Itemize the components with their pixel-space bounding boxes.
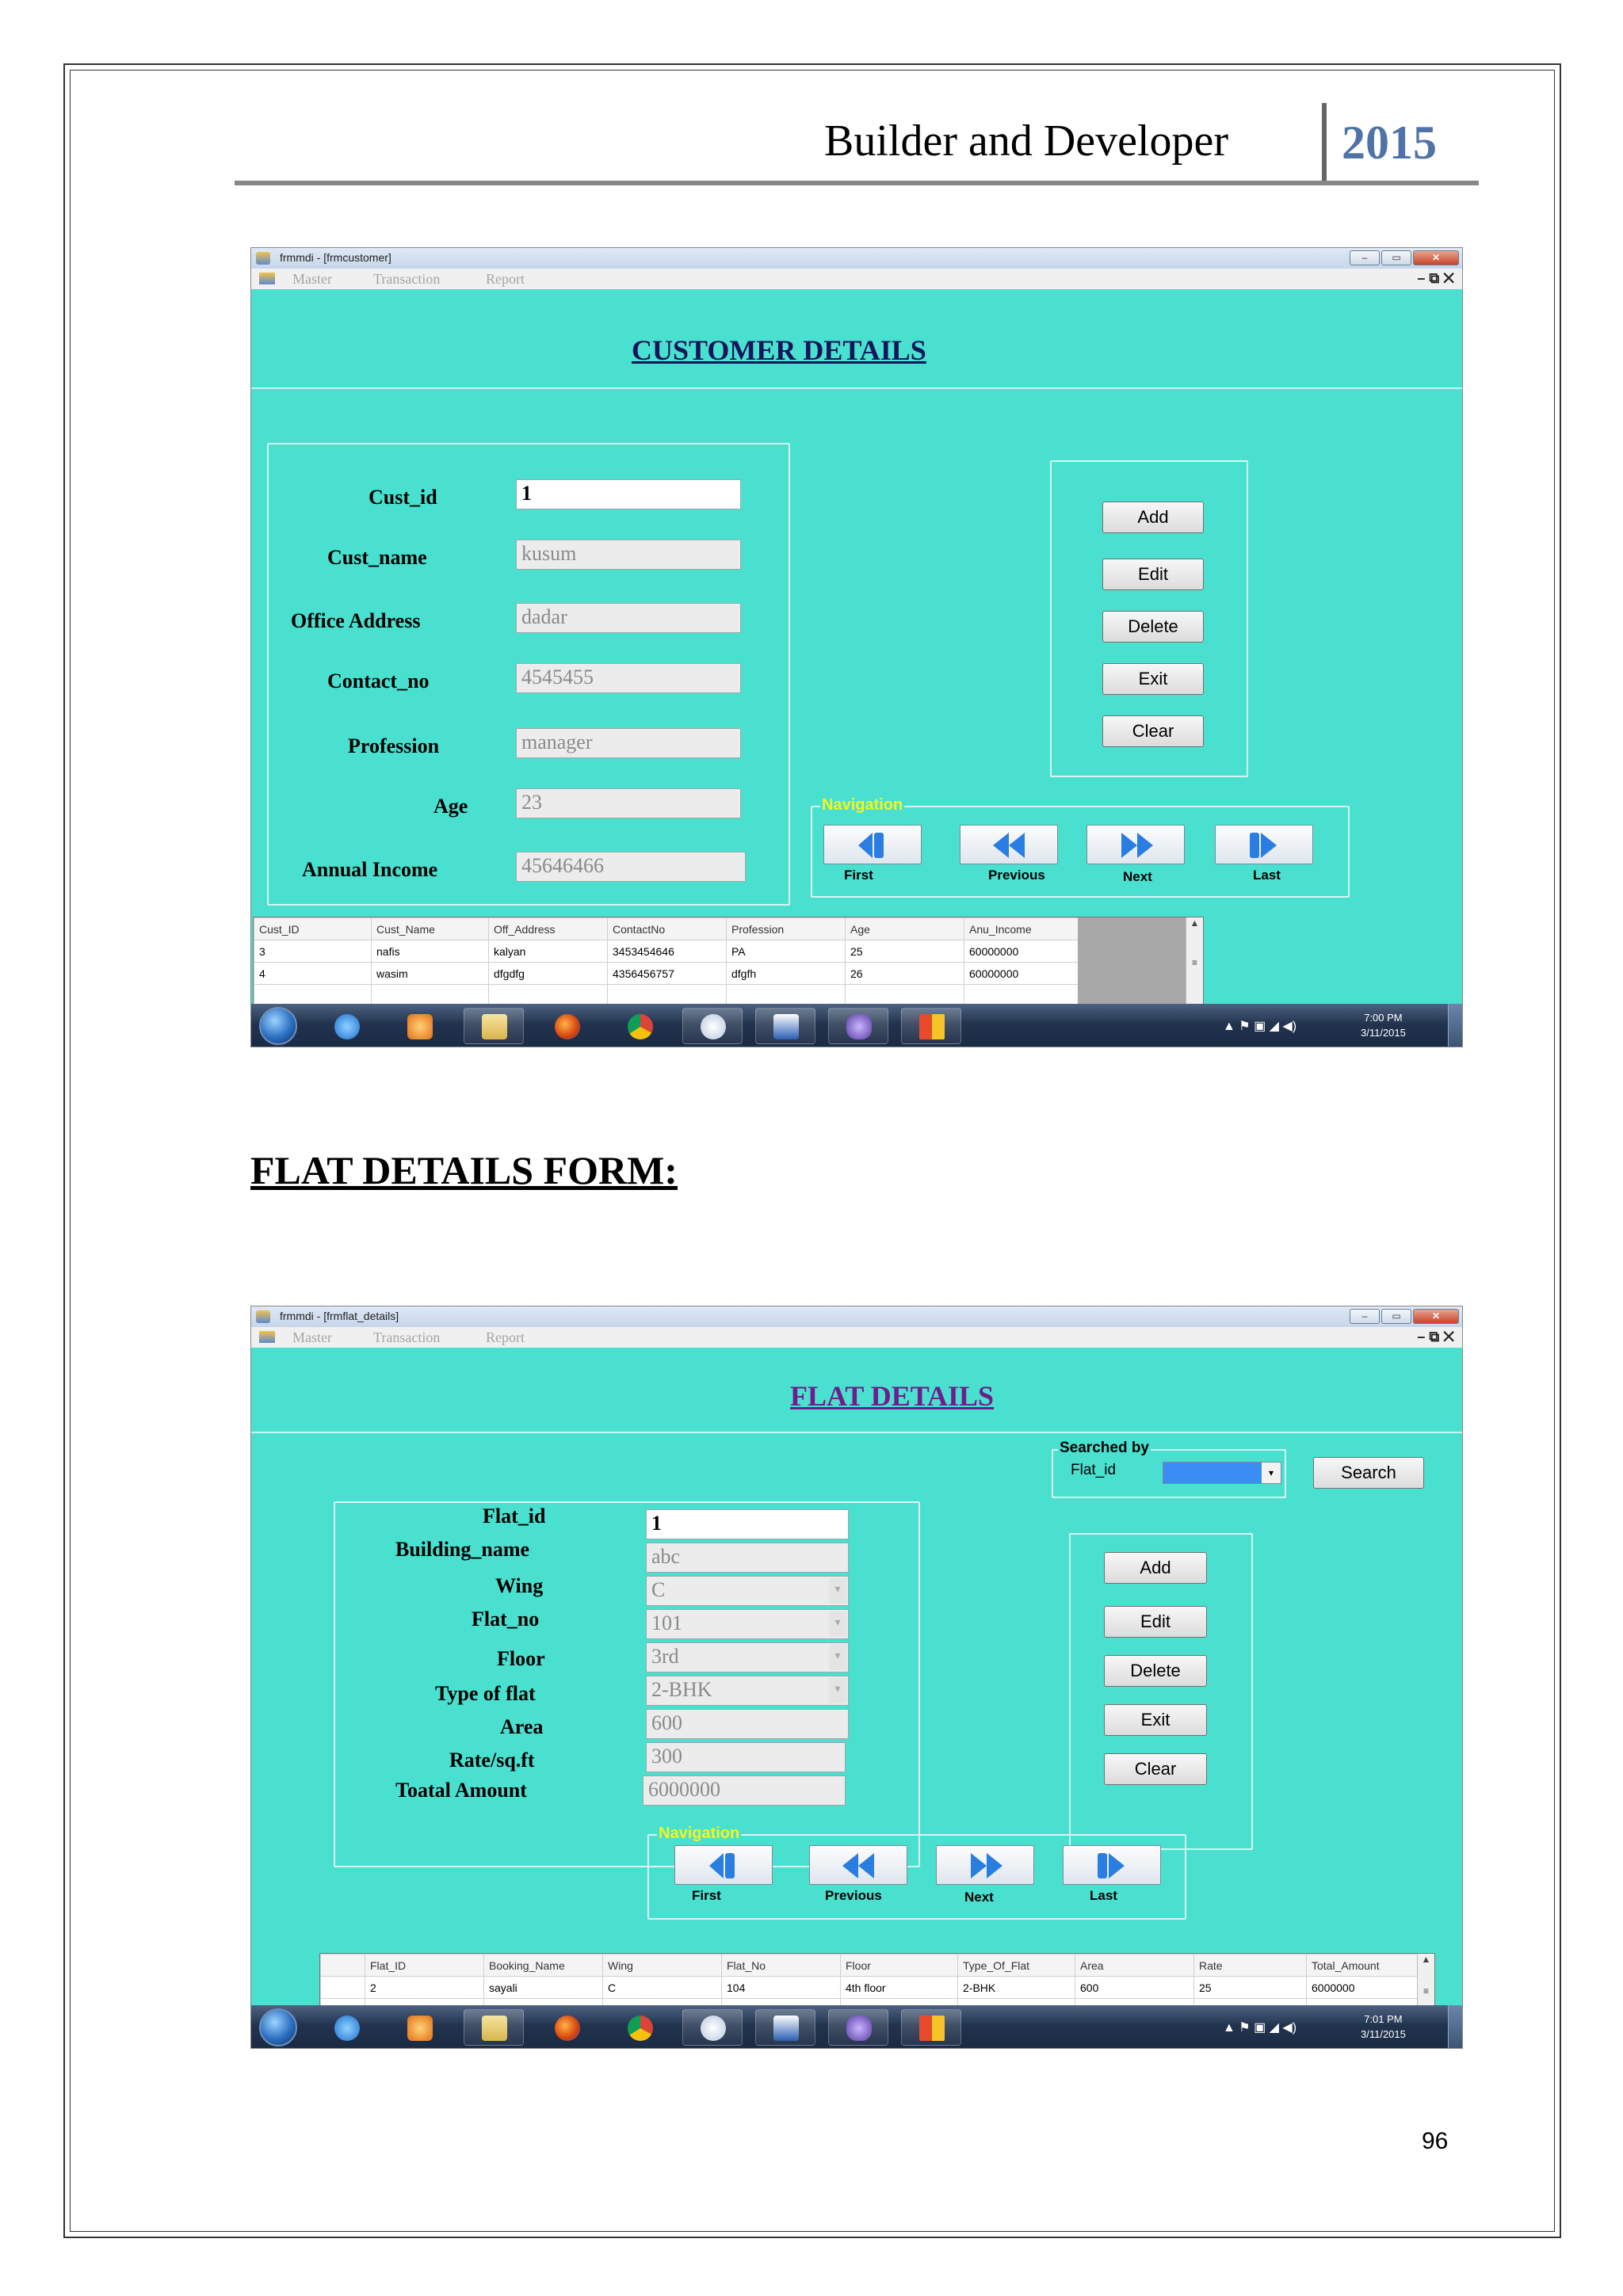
exit-button[interactable]: Exit	[1102, 663, 1204, 695]
scroll-up-icon[interactable]: ▲	[1190, 917, 1200, 929]
show-desktop-button[interactable]	[1448, 1004, 1462, 1047]
search-button[interactable]: Search	[1313, 1457, 1424, 1489]
type-of-flat-value: 2-BHK	[651, 1678, 712, 1701]
first-button[interactable]	[823, 825, 922, 864]
column-header[interactable]: Anu_Income	[964, 918, 1079, 940]
taskbar-paint[interactable]	[682, 2009, 743, 2046]
chevron-down-icon[interactable]: ▾	[829, 1645, 846, 1670]
contact-no-field[interactable]: 4545455	[516, 663, 741, 693]
clock-date: 3/11/2015	[1361, 2028, 1406, 2040]
grid-cell[interactable]: 2	[365, 1977, 484, 1999]
taskbar-firefox[interactable]	[537, 1008, 597, 1044]
cust-id-field[interactable]: 1	[516, 479, 741, 509]
taskbar-media[interactable]	[389, 2009, 449, 2046]
form-heading: CUSTOMER DETAILS	[632, 334, 926, 366]
clock-time: 7:01 PM	[1364, 2013, 1403, 2025]
label-cust-name: Cust_name	[327, 546, 427, 569]
grid-cell[interactable]: 4	[254, 963, 372, 985]
column-header[interactable]: Cust_ID	[254, 918, 372, 940]
column-header[interactable]: Off_Address	[489, 918, 608, 940]
last-button[interactable]	[1215, 825, 1313, 864]
table-row[interactable]	[254, 985, 1079, 1006]
menu-bar	[251, 1327, 1462, 1348]
window-title: frmmdi - [frmcustomer]	[280, 251, 391, 264]
window-titlebar	[251, 248, 1462, 269]
column-header[interactable]: Total_Amount	[1307, 1955, 1418, 1977]
next-button[interactable]	[936, 1845, 1034, 1885]
chevron-down-icon[interactable]: ▾	[829, 1678, 846, 1703]
label-annual-income: Annual Income	[302, 858, 438, 881]
row-header[interactable]	[321, 1977, 365, 1999]
label-flat-no: Flat_no	[472, 1608, 540, 1630]
clock-time: 7:00 PM	[1364, 1012, 1403, 1024]
header-separator	[1322, 103, 1327, 182]
taskbar-word[interactable]	[755, 2009, 815, 2046]
grid-cell[interactable]: sayali	[484, 1977, 603, 1999]
floor-value: 3rd	[651, 1645, 679, 1668]
row-header	[321, 1955, 365, 1977]
taskbar-explorer[interactable]	[464, 2009, 524, 2046]
taskbar-paint[interactable]	[682, 1008, 743, 1044]
label-total-amount: Toatal Amount	[395, 1779, 527, 1802]
restore-button[interactable]: ▭	[1381, 1309, 1411, 1324]
grid-cell[interactable]: 2-BHK	[958, 1977, 1075, 1999]
grid-cell[interactable]: dfgfh	[727, 963, 846, 985]
firefox-icon	[555, 2016, 580, 2041]
grid-cell[interactable]: 26	[846, 963, 964, 985]
page-number: 96	[1422, 2128, 1449, 2154]
media-player-icon	[407, 1014, 433, 1039]
edit-button[interactable]: Edit	[1104, 1606, 1207, 1638]
heading-divider	[251, 387, 1462, 389]
column-header[interactable]: Area	[1075, 1955, 1194, 1977]
column-header[interactable]: Booking_Name	[484, 1955, 603, 1977]
table-row[interactable]	[254, 940, 1079, 963]
menu-report[interactable]: Report	[486, 271, 525, 287]
flat-id-field[interactable]: 1	[646, 1509, 849, 1539]
label-type-of-flat: Type of flat	[435, 1682, 536, 1705]
menu-report[interactable]: Report	[486, 1329, 525, 1345]
mdi-icon	[259, 1331, 275, 1343]
annual-income-field[interactable]: 45646466	[516, 852, 746, 882]
previous-button[interactable]	[809, 1845, 907, 1885]
grid-cell[interactable]: 104	[722, 1977, 841, 1999]
menu-transaction[interactable]: Transaction	[373, 271, 441, 287]
column-header[interactable]: Age	[846, 918, 964, 940]
age-field[interactable]: 23	[516, 788, 741, 818]
taskbar-clock[interactable]	[1361, 2012, 1406, 2042]
close-button[interactable]: ✕	[1413, 250, 1459, 265]
app-window-icon	[919, 2016, 945, 2041]
office-address-field[interactable]: dadar	[516, 603, 741, 633]
window-title: frmmdi - [frmflat_details]	[280, 1310, 399, 1322]
grid-cell[interactable]: 6000000	[1307, 1977, 1418, 1999]
next-button[interactable]	[1086, 825, 1185, 864]
word-icon	[773, 2016, 799, 2041]
mdi-child-controls[interactable]: – ⧉ ✕	[1417, 270, 1454, 286]
grid-cell[interactable]: kalyan	[489, 940, 608, 963]
label-office-address: Office Address	[291, 609, 421, 632]
chrome-icon	[628, 2016, 653, 2041]
taskbar-media[interactable]	[389, 1008, 449, 1044]
start-button[interactable]	[259, 1007, 297, 1045]
paint-icon	[701, 1014, 726, 1039]
header-title: Builder and Developer	[824, 116, 1229, 166]
ie-icon	[334, 2016, 360, 2041]
clock-date: 3/11/2015	[1361, 1027, 1406, 1039]
previous-label: Previous	[988, 868, 1045, 883]
heading-divider	[251, 1432, 1462, 1433]
menu-bar	[251, 269, 1462, 289]
scroll-grip-icon[interactable]: ≡	[1423, 1985, 1429, 1997]
grid-cell[interactable]: wasim	[372, 963, 489, 985]
taskbar-explorer[interactable]	[464, 1008, 524, 1044]
label-age: Age	[433, 795, 468, 818]
header-year: 2015	[1342, 116, 1437, 169]
grid-cell[interactable]: 60000000	[964, 940, 1079, 963]
customer-details-screenshot	[250, 247, 1463, 1047]
taskbar-chrome[interactable]	[609, 2009, 670, 2046]
column-header[interactable]: Wing	[603, 1955, 722, 1977]
system-tray-icons[interactable]: ▲ ⚑ ▣ ◢ ◀)	[1223, 2021, 1297, 2035]
app-icon	[256, 1310, 270, 1323]
taskbar-visual-studio[interactable]	[828, 1008, 888, 1044]
section-title: FLAT DETAILS FORM:	[250, 1148, 678, 1192]
grid-cell[interactable]: 3453454646	[608, 940, 727, 963]
close-button[interactable]: ✕	[1413, 1309, 1459, 1324]
scroll-grip-icon[interactable]: ≡	[1191, 957, 1197, 968]
taskbar-chrome[interactable]	[609, 1008, 670, 1044]
grid-cell[interactable]: 25	[846, 940, 964, 963]
minimize-button[interactable]: –	[1350, 250, 1380, 265]
menu-transaction[interactable]: Transaction	[373, 1329, 441, 1345]
delete-button[interactable]: Delete	[1104, 1655, 1207, 1687]
chevron-down-icon[interactable]: ▾	[829, 1611, 846, 1637]
column-header[interactable]: Rate	[1194, 1955, 1307, 1977]
next-label: Next	[1123, 869, 1152, 884]
flat-no-value: 101	[651, 1611, 682, 1634]
taskbar-visual-studio[interactable]	[828, 2009, 888, 2046]
app-window-icon	[919, 1014, 945, 1039]
flat-details-screenshot	[250, 1306, 1463, 2049]
column-header[interactable]: Floor	[841, 1955, 958, 1977]
rewind-icon	[839, 1850, 879, 1882]
menu-master[interactable]: Master	[292, 271, 332, 287]
edit-button[interactable]: Edit	[1102, 559, 1204, 590]
window-titlebar	[251, 1306, 1462, 1327]
infinity-icon	[846, 1014, 872, 1039]
total-amount-field[interactable]: 6000000	[643, 1775, 846, 1806]
clear-button[interactable]: Clear	[1104, 1753, 1207, 1785]
previous-label: Previous	[825, 1888, 882, 1903]
taskbar-app[interactable]	[901, 1008, 961, 1044]
fast-forward-icon	[966, 1850, 1006, 1882]
taskbar-app[interactable]	[901, 2009, 961, 2046]
label-contact-no: Contact_no	[327, 669, 430, 692]
label-rate-sqft: Rate/sq.ft	[449, 1749, 535, 1772]
ie-icon	[334, 1014, 360, 1039]
chrome-icon	[628, 1014, 653, 1039]
delete-button[interactable]: Delete	[1102, 611, 1204, 643]
chevron-down-icon[interactable]: ▾	[829, 1578, 846, 1604]
search-field-label: Flat_id	[1071, 1462, 1117, 1478]
navigation-label: Navigation	[659, 1825, 740, 1842]
restore-button[interactable]: ▭	[1381, 250, 1411, 265]
floor-select[interactable]	[646, 1642, 849, 1672]
show-desktop-button[interactable]	[1448, 2005, 1462, 2049]
column-header[interactable]: Cust_Name	[372, 918, 489, 940]
app-icon	[256, 252, 270, 265]
flat-no-select[interactable]	[646, 1609, 849, 1639]
fast-forward-icon	[1117, 830, 1156, 861]
label-profession: Profession	[348, 734, 440, 757]
column-header[interactable]: Profession	[727, 918, 846, 940]
building-name-field[interactable]: abc	[646, 1543, 849, 1573]
column-header[interactable]: ContactNo	[608, 918, 727, 940]
taskbar-ie[interactable]	[316, 2009, 376, 2046]
grid-header-row	[321, 1955, 1418, 1977]
clear-button[interactable]: Clear	[1102, 715, 1204, 747]
header-rule	[235, 181, 1479, 185]
last-label: Last	[1090, 1888, 1117, 1903]
label-area: Area	[500, 1715, 544, 1738]
grid-cell[interactable]: dfgdfg	[489, 963, 608, 985]
firefox-icon	[555, 1014, 580, 1039]
folder-icon	[482, 2016, 507, 2041]
column-header[interactable]: Flat_No	[722, 1955, 841, 1977]
first-icon	[705, 1850, 744, 1882]
label-floor: Floor	[497, 1647, 545, 1670]
rewind-icon	[990, 830, 1029, 861]
table-row[interactable]	[254, 963, 1079, 985]
grid-header-row	[254, 918, 1079, 940]
minimize-button[interactable]: –	[1350, 1309, 1380, 1324]
search-combo[interactable]	[1163, 1462, 1281, 1484]
last-icon	[1093, 1850, 1132, 1882]
first-label: First	[692, 1888, 721, 1903]
label-wing: Wing	[495, 1574, 544, 1597]
last-button[interactable]	[1063, 1845, 1161, 1885]
search-group-label: Searched by	[1060, 1440, 1149, 1456]
grid-cell[interactable]: 60000000	[964, 963, 1079, 985]
last-label: Last	[1253, 868, 1281, 883]
media-player-icon	[407, 2016, 433, 2041]
first-label: First	[844, 868, 873, 883]
column-header[interactable]: Flat_ID	[365, 1955, 484, 1977]
label-flat-id: Flat_id	[483, 1505, 546, 1527]
add-button[interactable]: Add	[1104, 1552, 1207, 1584]
grid-cell[interactable]: PA	[727, 940, 846, 963]
scroll-up-icon[interactable]: ▲	[1421, 1954, 1431, 1965]
wing-select[interactable]	[646, 1576, 849, 1606]
windows-taskbar	[251, 2005, 1462, 2049]
word-icon	[773, 1014, 799, 1039]
system-tray-icons[interactable]: ▲ ⚑ ▣ ◢ ◀)	[1223, 1020, 1297, 1033]
first-icon	[854, 830, 893, 861]
next-label: Next	[964, 1890, 994, 1905]
previous-button[interactable]	[960, 825, 1058, 864]
grid-cell[interactable]: 4th floor	[841, 1977, 958, 1999]
windows-taskbar	[251, 1004, 1462, 1047]
taskbar-ie[interactable]	[316, 1008, 376, 1044]
add-button[interactable]: Add	[1102, 502, 1204, 533]
grid-cell[interactable]: C	[603, 1977, 722, 1999]
grid-cell[interactable]: 4356456757	[608, 963, 727, 985]
navigation-label: Navigation	[822, 796, 903, 814]
grid-cell[interactable]: 25	[1194, 1977, 1307, 1999]
first-button[interactable]	[674, 1845, 773, 1885]
grid-cell[interactable]: 600	[1075, 1977, 1194, 1999]
rate-sqft-field[interactable]: 300	[646, 1742, 846, 1772]
form-heading: FLAT DETAILS	[790, 1380, 995, 1412]
folder-icon	[482, 1014, 507, 1039]
area-field[interactable]: 600	[646, 1709, 849, 1739]
menu-master[interactable]: Master	[292, 1329, 332, 1345]
paint-icon	[701, 2016, 726, 2041]
grid-cell[interactable]: nafis	[372, 940, 489, 963]
infinity-icon	[846, 2016, 872, 2041]
mdi-icon	[259, 273, 275, 284]
label-building-name: Building_name	[395, 1538, 530, 1561]
grid-empty-area	[1078, 917, 1186, 1005]
label-cust-id: Cust_id	[369, 486, 437, 509]
table-row[interactable]	[321, 1977, 1418, 1999]
column-header[interactable]: Type_Of_Flat	[958, 1955, 1075, 1977]
taskbar-firefox[interactable]	[537, 2009, 597, 2046]
cust-name-field[interactable]: kusum	[516, 540, 741, 570]
profession-field[interactable]: manager	[516, 728, 741, 758]
taskbar-clock[interactable]	[1361, 1010, 1406, 1040]
mdi-child-controls[interactable]: – ⧉ ✕	[1417, 1329, 1454, 1344]
taskbar-word[interactable]	[755, 1008, 815, 1044]
wing-value: C	[651, 1578, 666, 1601]
grid-scrollbar[interactable]	[1186, 917, 1203, 1005]
chevron-down-icon[interactable]: ▾	[1262, 1463, 1281, 1483]
customer-data-grid[interactable]	[253, 917, 1204, 1005]
last-icon	[1245, 830, 1285, 861]
type-of-flat-select[interactable]	[646, 1676, 849, 1706]
exit-button[interactable]: Exit	[1104, 1704, 1207, 1736]
start-button[interactable]	[259, 2008, 297, 2046]
grid-cell[interactable]: 3	[254, 940, 372, 963]
